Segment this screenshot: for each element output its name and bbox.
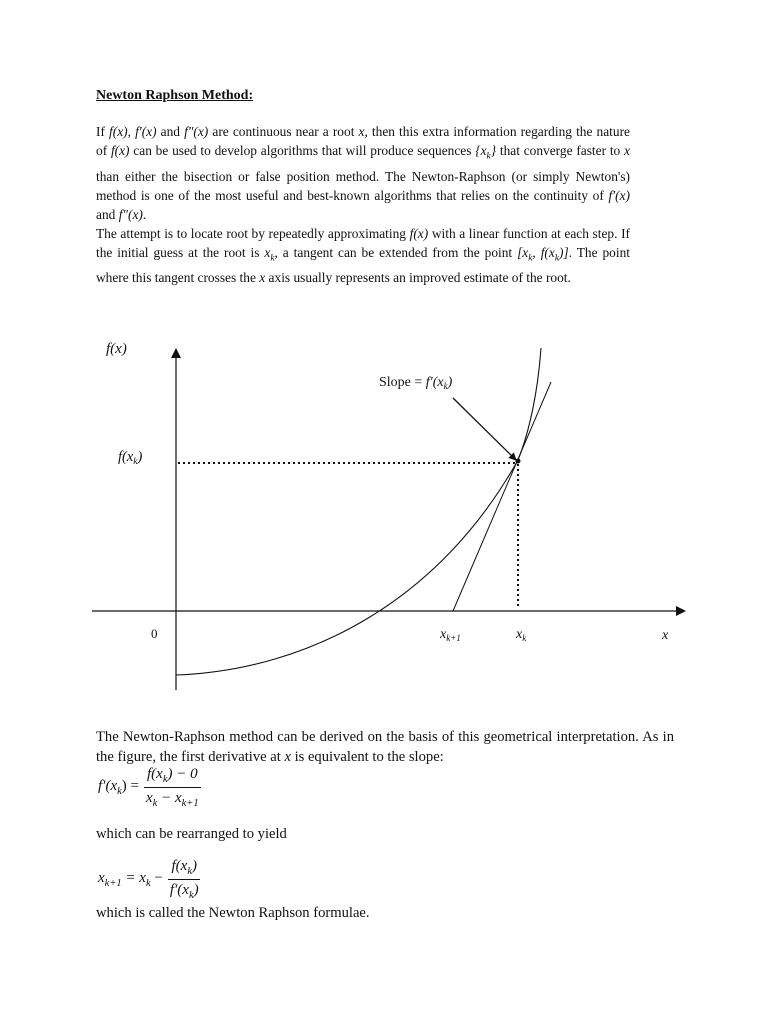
math-part: , f(x: [532, 244, 555, 260]
text-run: and: [96, 206, 119, 222]
math-part: )]: [559, 244, 569, 260]
slope-pointer-arrow: [453, 398, 516, 460]
fraction-numerator: [144, 766, 201, 788]
equation-fraction: [143, 766, 202, 809]
tangent-point: [516, 459, 521, 464]
text-run: that converge faster to: [496, 143, 625, 158]
rearrange-text: which can be rearranged to yield: [96, 826, 287, 842]
text-run: , then this extra information regarding the nature of: [96, 124, 630, 158]
math-subscript: k: [187, 866, 192, 877]
label-subscript: k+1: [446, 633, 461, 643]
y-axis-label: f(x): [106, 341, 127, 357]
math-part: }: [490, 143, 497, 158]
x-axis-label: x: [662, 628, 669, 643]
math-fprime: f′(x): [608, 187, 630, 203]
text-run: than either the bisection or false position method. The Newton-Raphson (or simply Newton's) method is one of the most useful and best-known algorithms that relies on the continuity of: [96, 168, 630, 203]
math-fx: f(x): [409, 225, 429, 241]
math-part: f(x: [171, 858, 188, 874]
intro-paragraph-1: [96, 122, 630, 224]
label-part: f(x: [118, 449, 134, 465]
fraction-denominator: [143, 788, 202, 809]
xk1-label: [439, 627, 461, 643]
math-x: x: [624, 143, 630, 158]
math-part: [x: [517, 244, 529, 260]
formula-fraction: [167, 858, 202, 901]
math-part: x: [146, 790, 153, 806]
math-part: ): [191, 858, 197, 874]
math-subscript: k: [528, 253, 533, 264]
closing-text: which is called the Newton Raphson formulae.: [96, 905, 370, 921]
fraction-denominator: [167, 880, 202, 901]
math-part: −: [150, 870, 163, 886]
math-xk: [264, 244, 275, 264]
math-subscript: k: [270, 253, 275, 264]
figure-svg: [0, 330, 768, 700]
text-run: are continuous near a root: [208, 124, 359, 139]
newton-raphson-figure: [0, 330, 768, 700]
math-part: = x: [121, 870, 146, 886]
text-run: The attempt is to locate root by repeatedly approximating: [96, 225, 410, 241]
text-run: and: [156, 124, 185, 139]
math-fx: f(x): [110, 143, 130, 158]
label-part: Slope =: [379, 375, 426, 390]
math-subscript: k: [152, 798, 158, 809]
intro-paragraph-2: [96, 224, 630, 288]
text-run: . The point where this tangent crosses the: [96, 244, 630, 286]
label-part: ): [447, 375, 453, 390]
text-run: ,: [127, 124, 136, 139]
math-subscript: k: [188, 890, 194, 901]
xk-label: [515, 627, 527, 643]
text-run: The Newton-Raphson method can be derived on the basis of this geometrical interpretation. As in the figure, the first derivative at: [96, 729, 674, 765]
math-subscript: k: [162, 774, 168, 785]
x-axis-arrowhead: [676, 606, 686, 616]
math-fprime: f′(x): [135, 124, 157, 139]
label-subscript: k: [443, 381, 448, 391]
text-run: with a linear function at each step. If the initial guess at the root is: [96, 225, 630, 260]
math-subscript: k: [486, 151, 491, 162]
text-run: is equivalent to the slope:: [290, 749, 444, 765]
label-subscript: k: [522, 633, 527, 643]
math-subscript: k+1: [104, 878, 122, 889]
equation-lhs: [98, 778, 139, 797]
math-x: x: [284, 749, 291, 765]
text-run: If: [96, 124, 110, 139]
math-subscript: k: [117, 786, 122, 797]
page-title: Newton Raphson Method:: [96, 88, 254, 103]
text-run: axis usually represents an improved estimate of the root.: [265, 270, 571, 286]
math-x: x: [259, 270, 266, 286]
math-part: ) − 0: [167, 766, 198, 782]
math-part: f′(x: [98, 778, 118, 794]
origin-label: 0: [151, 626, 158, 641]
slope-equation: [98, 766, 206, 809]
math-part: x: [264, 244, 271, 260]
y-axis-arrowhead: [171, 348, 181, 358]
label-part: x: [516, 627, 523, 642]
math-point: [517, 244, 569, 264]
function-curve: [176, 348, 541, 675]
math-subscript: k+1: [181, 798, 199, 809]
text-run: can be used to develop algorithms that will produce sequences: [129, 143, 476, 158]
math-part: f′(x: [169, 882, 189, 898]
math-part: {x: [475, 143, 487, 158]
derivation-text: [96, 727, 674, 767]
label-part: ): [137, 449, 143, 465]
tangent-line: [453, 382, 551, 611]
label-part: x: [440, 627, 447, 642]
math-subscript: k: [554, 253, 559, 264]
math-part: ) =: [121, 778, 139, 794]
math-fx: f(x): [109, 124, 128, 139]
label-part: f′(x: [425, 375, 444, 390]
math-part: x: [98, 870, 105, 886]
math-part: − x: [157, 790, 182, 806]
newton-raphson-formula: [98, 858, 206, 901]
math-fdoubleprime: f″(x): [184, 124, 209, 139]
intro-text: [96, 122, 630, 287]
math-part: f(x: [147, 766, 163, 782]
fraction-numerator: [168, 858, 200, 880]
text-run: , a tangent can be extended from the point: [274, 244, 518, 260]
math-fdoubleprime: f″(x): [118, 206, 143, 222]
math-sequence: [475, 143, 497, 162]
text-run: .: [142, 206, 147, 222]
math-part: ): [193, 882, 199, 898]
math-subscript: k: [145, 878, 151, 889]
label-subscript: k: [133, 457, 138, 467]
math-x: x: [358, 124, 365, 139]
slope-label: [379, 375, 453, 391]
formula-lhs: [98, 870, 163, 889]
y-value-label: [118, 449, 143, 467]
